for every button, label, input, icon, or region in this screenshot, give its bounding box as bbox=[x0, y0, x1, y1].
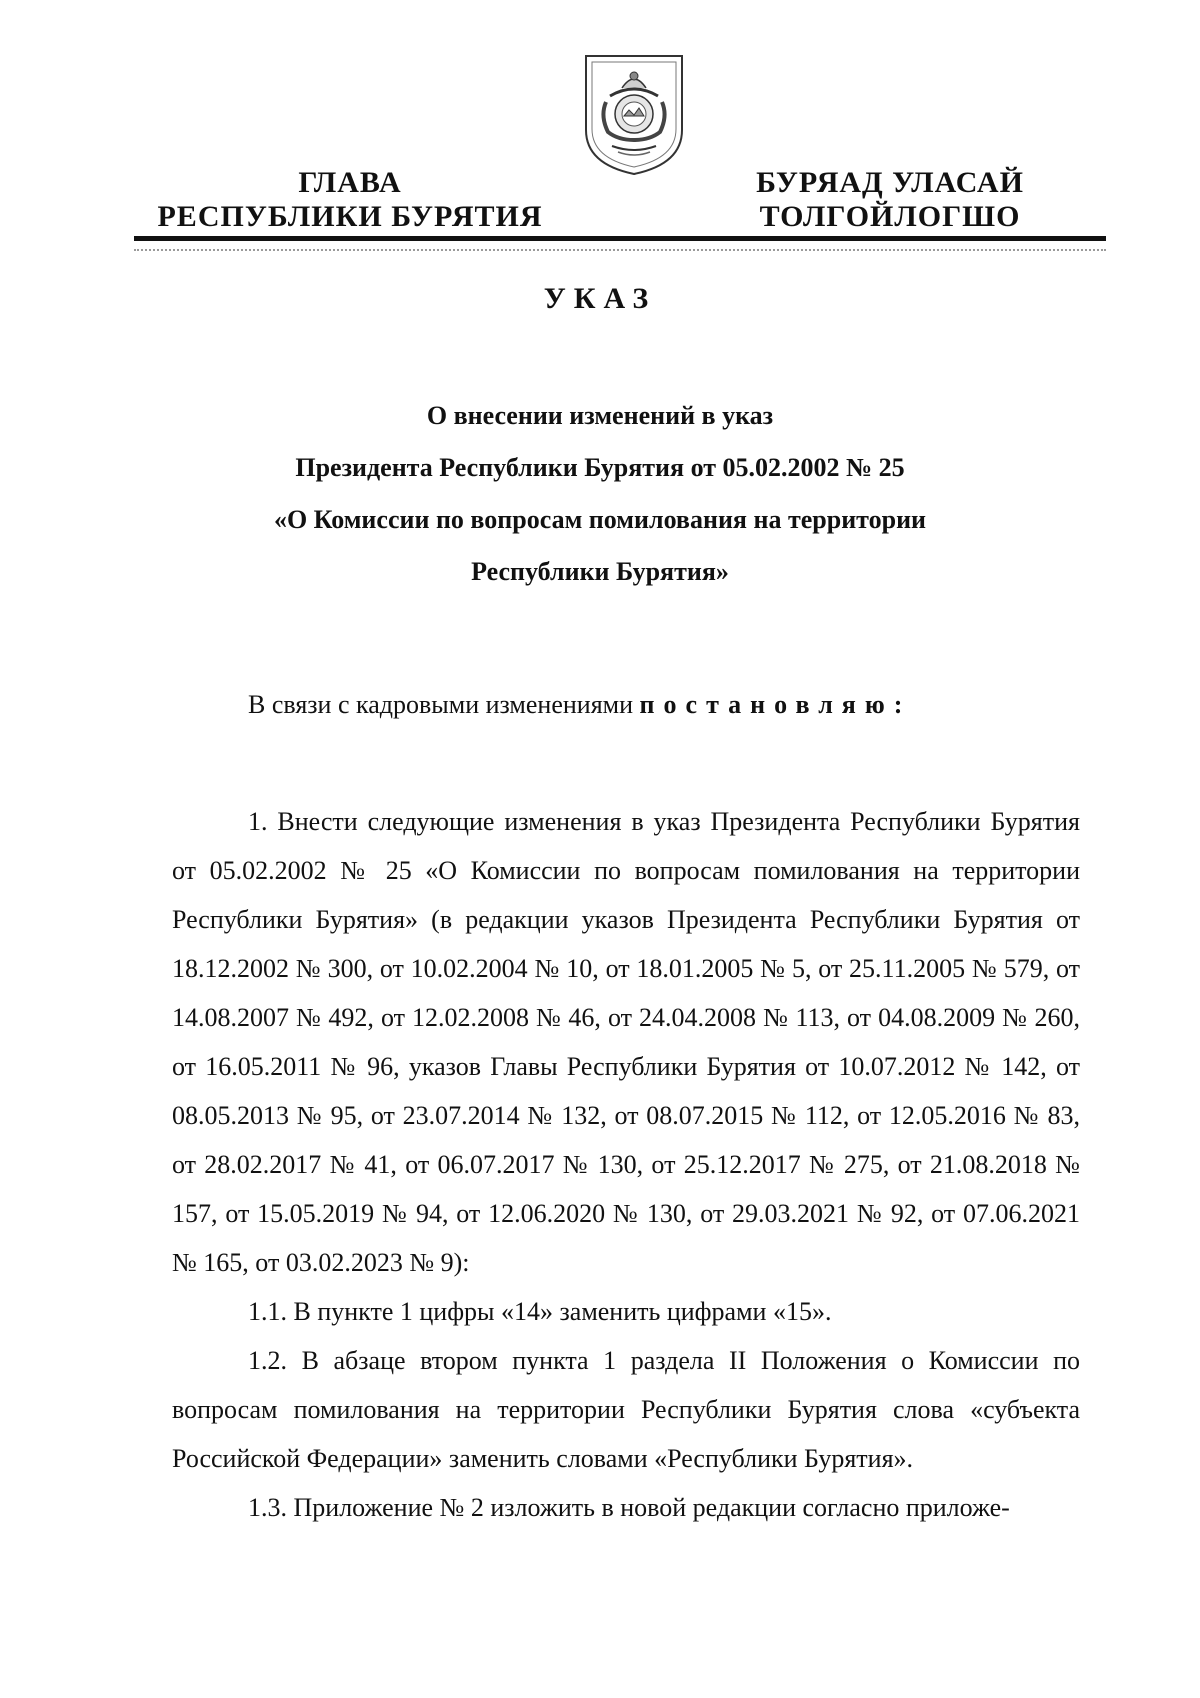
body-paragraph-1-2: 1.2. В абзаце втором пункта 1 раздела II Положения о Комиссии по вопросам помилования на территории Республики Бурятия слова «субъекта Российской Федерации» заменить словами «Республики Бурятия». bbox=[172, 1346, 1080, 1473]
document-type-heading: УКАЗ bbox=[543, 282, 657, 315]
header-divider-thick bbox=[134, 236, 1106, 241]
document-title bbox=[150, 390, 1050, 598]
body-paragraph-1-1: 1.1. В пункте 1 цифры «14» заменить цифрами «15». bbox=[248, 1297, 832, 1326]
preamble-text: В связи с кадровыми изменениями bbox=[248, 690, 640, 719]
issuer-title-russian-line2: РЕСПУБЛИКИ БУРЯТИЯ bbox=[157, 200, 543, 233]
issuer-title-buryat-line1: БУРЯАД УЛАСАЙ bbox=[756, 166, 1024, 199]
document-title-line: О внесении изменений в указ bbox=[426, 401, 774, 430]
document-title-line: Республики Бурятия» bbox=[471, 557, 729, 586]
header-divider-thin bbox=[134, 249, 1106, 251]
body-paragraph-1: 1. Внести следующие изменения в указ Президента Республики Бурятия от 05.02.2002 № 25 «О Комиссии по вопросам помилования на территории Республики Бурятия» (в редакции указов Президента Республики Бурятия от 18.12.2002 № 300, от 10.02.2004 № 10, от 18.01.2005 № 5, от 25.11.2005 № 579, от 14.08.2007 № 492, от 12.02.2008 № 46, от 24.04.2008 № 113, от 04.08.2009 № 260, от 16.05.2011 № 96, указов Главы Республики Бурятия от 10.07.2012 № 142, от 08.05.2013 № 95, от 23.07.2014 № 132, от 08.07.2015 № 112, от 12.05.2016 № 83, от 28.02.2017 № 41, от 06.07.2017 № 130, от 25.12.2017 № 275, от 21.08.2018 № 157, от 15.05.2019 № 94, от 12.06.2020 № 130, от 29.03.2021 № 92, от 07.06.2021 № 165, от 03.02.2023 № 9): bbox=[172, 807, 1080, 1277]
issuer-title-buryat bbox=[700, 166, 1080, 234]
preamble-paragraph bbox=[172, 680, 1080, 729]
issuer-title-russian bbox=[140, 166, 560, 234]
issuer-title-buryat-line2: ТОЛГОЙЛОГШО bbox=[759, 200, 1021, 233]
preamble-decree-word: постановляю: bbox=[639, 690, 912, 719]
document-body bbox=[172, 680, 1080, 1532]
document-title-line: Президента Республики Бурятия от 05.02.2002 № 25 bbox=[295, 453, 905, 482]
issuer-title-russian-line1: ГЛАВА bbox=[298, 166, 402, 199]
coat-of-arms-emblem bbox=[582, 52, 686, 178]
document-title-line: «О Комиссии по вопросам помилования на территории bbox=[273, 505, 927, 534]
body-paragraph-1-3: 1.3. Приложение № 2 изложить в новой редакции согласно приложе- bbox=[248, 1493, 1010, 1522]
